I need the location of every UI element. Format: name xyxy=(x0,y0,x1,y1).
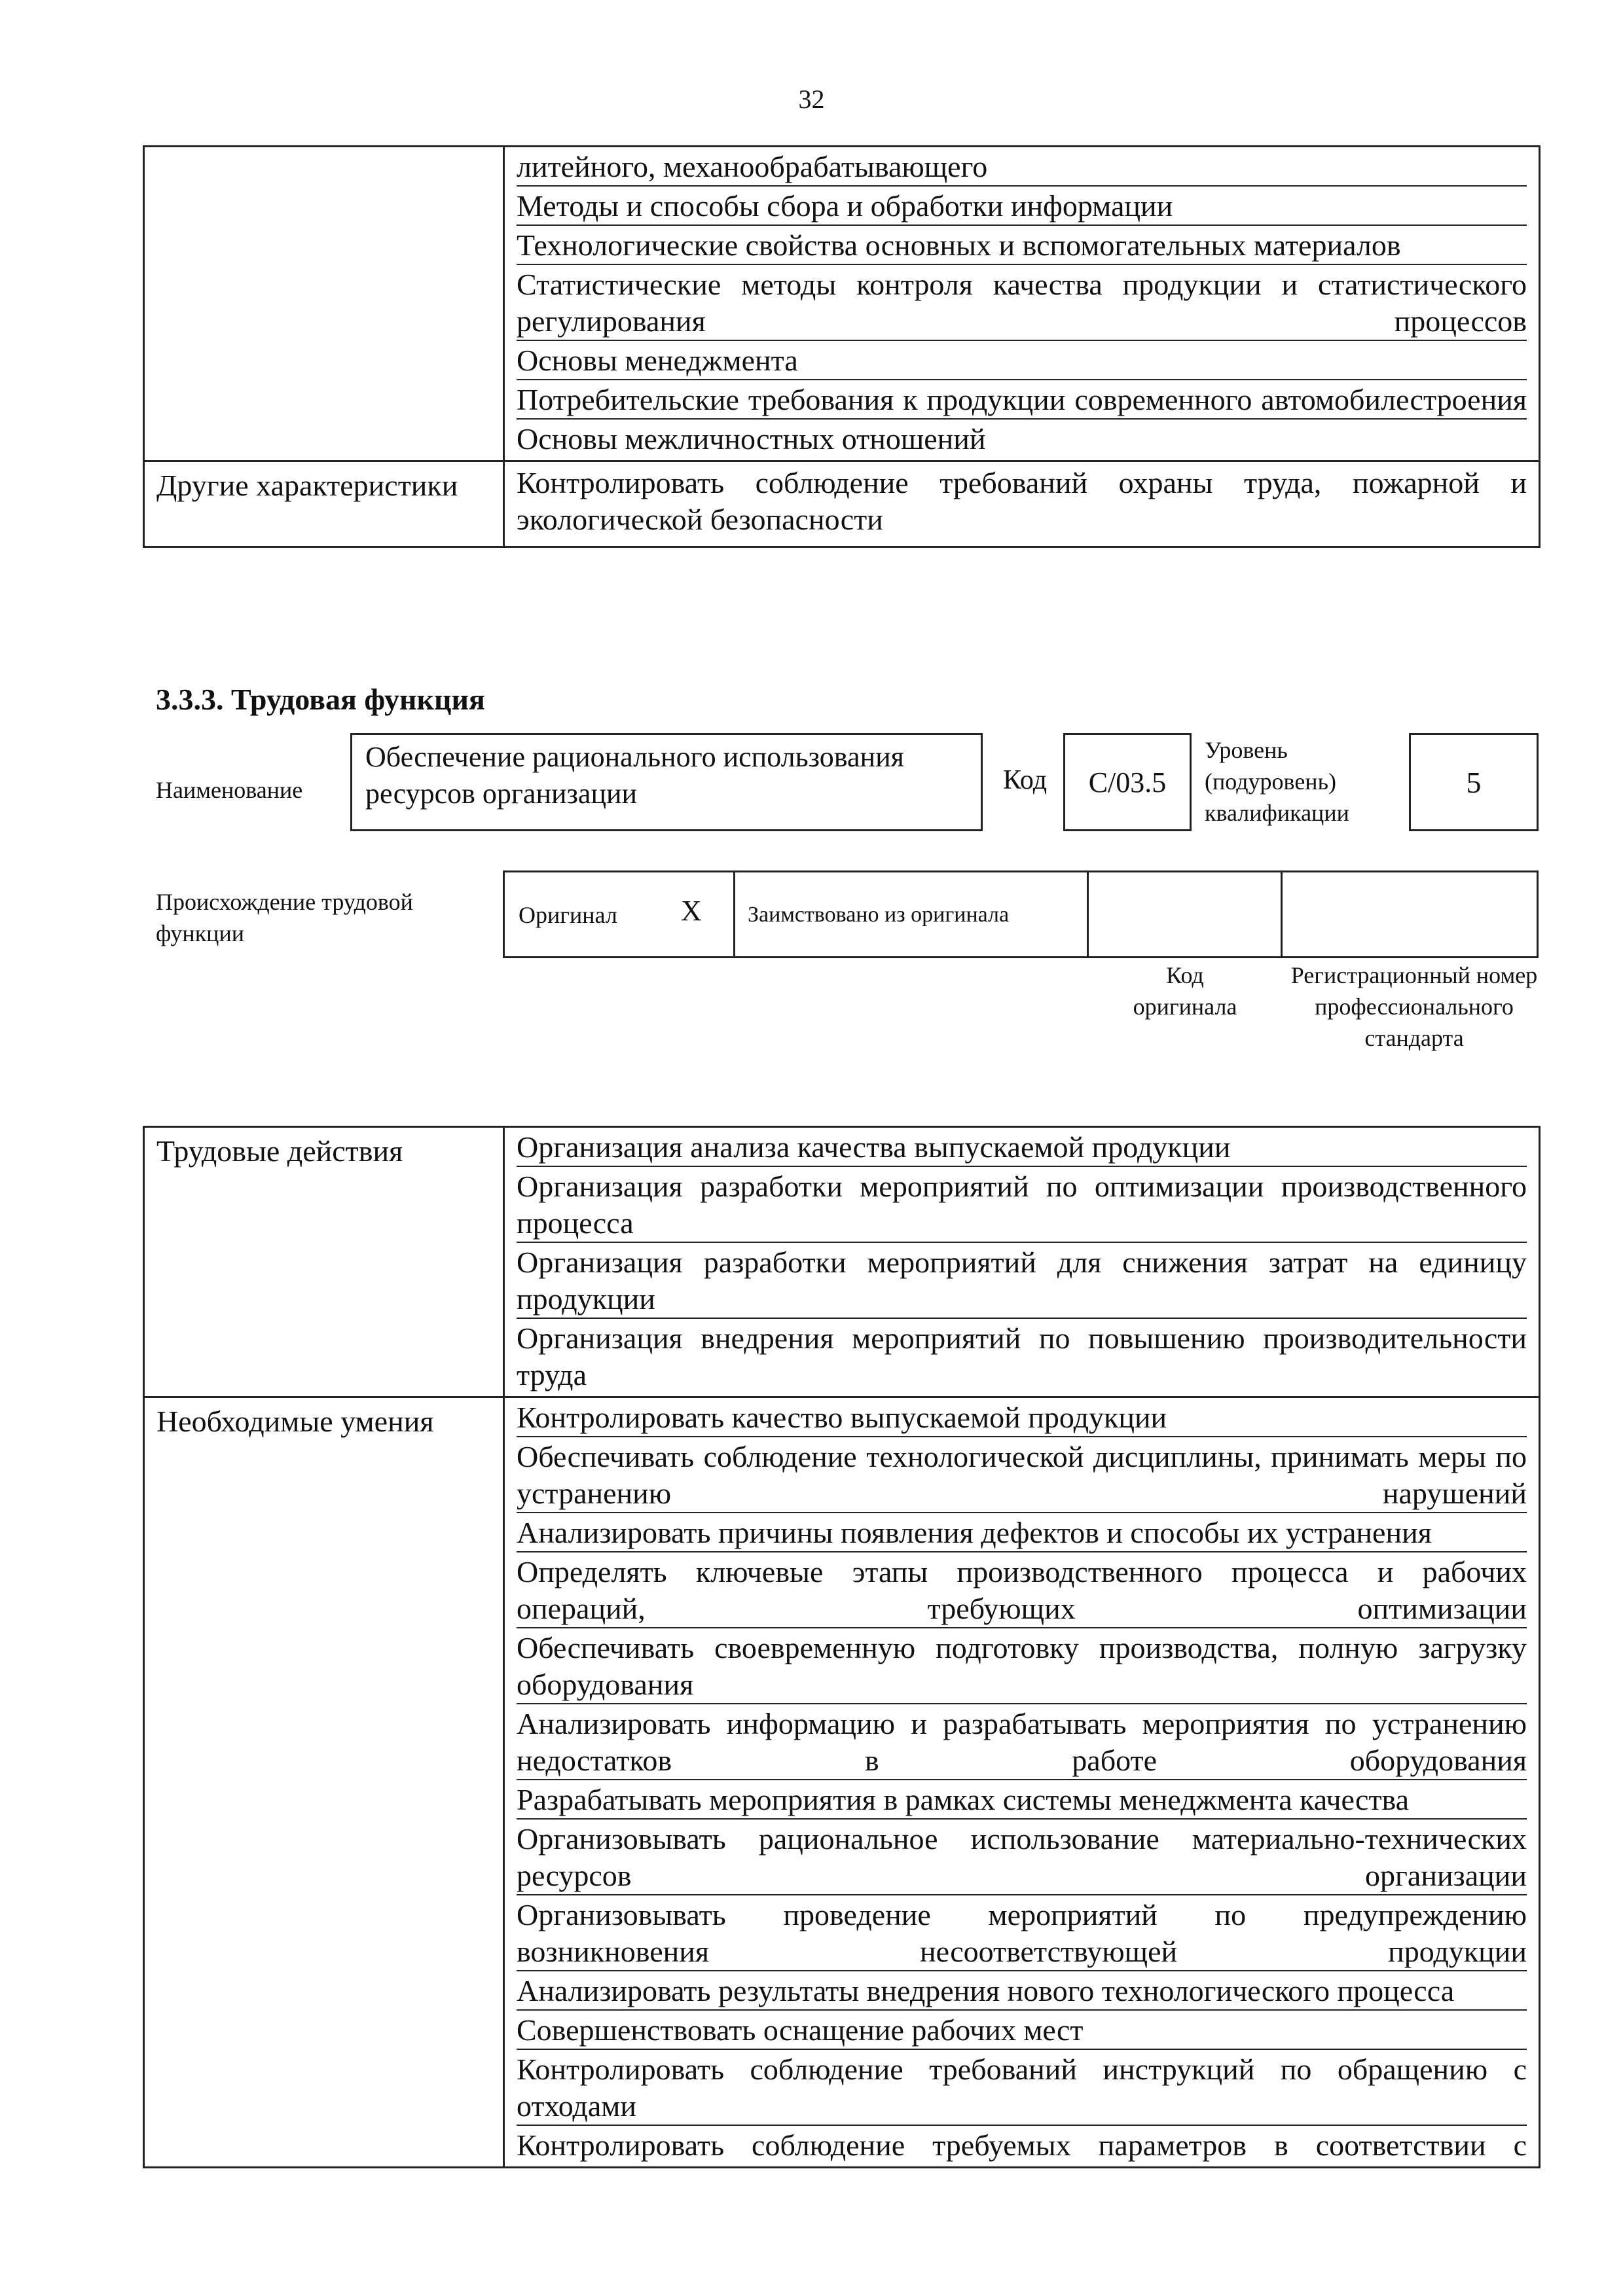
knowledge-item: Статистические методы контроля качества продукции и статистического регулирования процессов xyxy=(517,265,1527,341)
skill-item: Контролировать соблюдение требований инструкций по обращению с отходами xyxy=(517,2050,1527,2126)
borrowed-label: Заимствовано из оригинала xyxy=(748,903,1010,927)
skill-item: Обеспечивать своевременную подготовку производства, полную загрузку оборудования xyxy=(517,1628,1527,1704)
function-name-value: Обеспечение рационального использования ресурсов организации xyxy=(365,741,904,810)
origin-divider xyxy=(1087,870,1089,958)
labor-action-item: Организация анализа качества выпускаемой продукции xyxy=(517,1128,1527,1167)
labor-actions-cell xyxy=(504,1127,1540,1397)
skills-row xyxy=(144,1397,1540,2168)
original-mark: X xyxy=(681,895,702,927)
skills-label: Необходимые умения xyxy=(144,1397,504,2168)
function-name-box xyxy=(350,733,983,831)
labor-function-table xyxy=(143,1126,1541,2168)
section-heading: 3.3.3. Трудовая функция xyxy=(156,683,485,716)
code-label: Код xyxy=(1003,765,1048,795)
knowledge-row xyxy=(144,147,1540,461)
skill-item: Организовывать рациональное использование материально-технических ресурсов организации xyxy=(517,1820,1527,1895)
origin-label: Происхождение трудовой функции xyxy=(156,889,413,946)
skill-item: Организовывать проведение мероприятий по предупреждению возникновения несоответствующей продукции xyxy=(517,1895,1527,1971)
other-characteristics-row xyxy=(144,461,1540,547)
labor-action-item: Организация разработки мероприятий по оптимизации производственного процесса xyxy=(517,1167,1527,1243)
skill-item: Анализировать информацию и разрабатывать мероприятия по устранению недостатков в работе оборудования xyxy=(517,1704,1527,1780)
knowledge-item: литейного, механообрабатывающего xyxy=(517,147,1527,187)
skill-item: Контролировать качество выпускаемой продукции xyxy=(517,1398,1527,1437)
labor-action-item: Организация внедрения мероприятий по повышению производительности труда xyxy=(517,1321,1527,1391)
skill-item: Анализировать результаты внедрения нового технологического процесса xyxy=(517,1971,1527,2011)
level-value: 5 xyxy=(1466,765,1482,799)
labor-action-item: Организация разработки мероприятий для снижения затрат на единицу продукции xyxy=(517,1243,1527,1319)
origin-box xyxy=(503,870,1539,958)
origin-divider xyxy=(733,870,735,958)
knowledge-item: Технологические свойства основных и вспомогательных материалов xyxy=(517,226,1527,265)
knowledge-label-cell xyxy=(144,147,504,461)
knowledge-item: Основы менеджмента xyxy=(517,341,1527,380)
original-label: Оригинал xyxy=(519,902,617,928)
code-value: C/03.5 xyxy=(1088,766,1167,798)
name-label: Наименование xyxy=(156,777,303,803)
page-number: 32 xyxy=(798,84,825,114)
other-characteristics-cell xyxy=(504,461,1540,547)
skill-item: Контролировать соблюдение требуемых параметров в соответствии с xyxy=(517,2128,1527,2162)
knowledge-table xyxy=(143,145,1541,548)
knowledge-item: Методы и способы сбора и обработки информации xyxy=(517,187,1527,226)
skill-item: Определять ключевые этапы производственного процесса и рабочих операций, требующих оптимизации xyxy=(517,1552,1527,1628)
skill-item: Разрабатывать мероприятия в рамках системы менеджмента качества xyxy=(517,1780,1527,1820)
knowledge-item: Основы межличностных отношений xyxy=(517,422,986,456)
skill-item: Совершенствовать оснащение рабочих мест xyxy=(517,2011,1527,2050)
knowledge-item: Потребительские требования к продукции современного автомобилестроения xyxy=(517,380,1527,420)
labor-actions-row xyxy=(144,1127,1540,1397)
code-original-caption: Код оригинала xyxy=(1133,962,1237,1020)
other-characteristics-text: Контролировать соблюдение требований охраны труда, пожарной и экологической безопасности xyxy=(517,466,1527,536)
code-box xyxy=(1063,733,1192,831)
level-box xyxy=(1409,733,1539,831)
skill-item: Анализировать причины появления дефектов и способы их устранения xyxy=(517,1513,1527,1552)
reg-number-caption: Регистрационный номер профессионального стандарта xyxy=(1290,962,1538,1051)
level-label: Уровень (подуровень) квалификации xyxy=(1205,737,1349,826)
origin-divider xyxy=(1281,870,1283,958)
labor-actions-label: Трудовые действия xyxy=(144,1127,504,1397)
other-characteristics-label: Другие характеристики xyxy=(144,461,504,547)
knowledge-items-cell xyxy=(504,147,1540,461)
skill-item: Обеспечивать соблюдение технологической дисциплины, принимать меры по устранению нарушений xyxy=(517,1437,1527,1513)
skills-cell xyxy=(504,1397,1540,2168)
